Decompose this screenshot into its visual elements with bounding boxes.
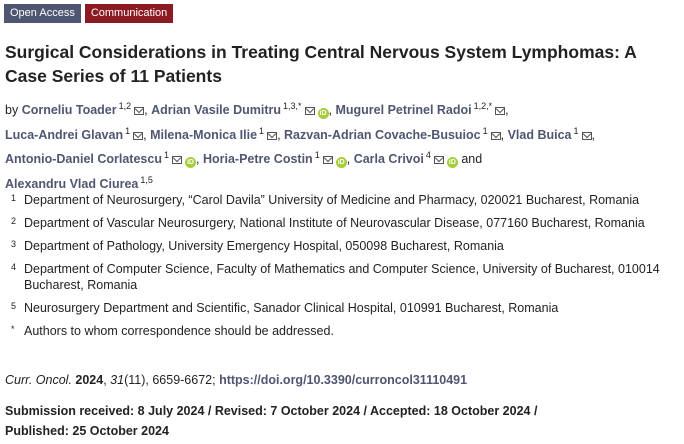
affiliation-text: Department of Computer Science, Faculty of Mathematics and Computer Science, University of Bucharest, 010014 Bucharest, Romania — [24, 262, 660, 292]
mail-icon[interactable] — [134, 107, 144, 115]
mail-icon[interactable] — [582, 132, 592, 140]
mail-icon[interactable] — [434, 156, 444, 164]
author-item: Antonio-Daniel Corlatescu $^1$iD , — [5, 150, 200, 166]
publication-dates — [5, 402, 605, 441]
citation-year: 2024 — [75, 373, 104, 387]
author-link[interactable]: Alexandru Vlad Ciurea — [5, 176, 139, 191]
author-link[interactable]: Adrian Vasile Dumitru — [151, 103, 281, 117]
author-link[interactable]: Horia-Petre Costin — [202, 152, 313, 166]
affiliation-number: 1 — [11, 193, 17, 203]
open-access-badge[interactable]: Open Access — [4, 4, 81, 23]
mail-icon[interactable] — [323, 156, 333, 164]
journal-abbrev: Curr. Oncol. — [5, 373, 72, 387]
author-affiliation-sup: 1,2,* — [473, 101, 493, 111]
affiliation-text: Authors to whom correspondence should be addressed. — [24, 324, 334, 338]
author-affiliation-sup: 1 — [314, 150, 320, 160]
mail-icon[interactable] — [267, 132, 277, 140]
author-item: Milena-Monica Ilie $^1$ , — [150, 125, 281, 142]
affiliation-text: Department of Vascular Neurosurgery, National Institute of Neurovascular Disease, 077160 Bucharest, Romania — [24, 216, 645, 230]
affiliation-item — [11, 300, 681, 316]
author-item: Corneliu Toader $^{1,2}$ , — [21, 101, 148, 117]
affiliation-number: 4 — [11, 262, 17, 272]
mail-icon[interactable] — [491, 132, 501, 140]
author-item: Mugurel Petrinel Radoi $^{1,2,*}$ , — [335, 101, 509, 117]
author-affiliation-sup: 4 — [425, 150, 431, 160]
author-affiliation-sup: 1 — [482, 125, 488, 136]
orcid-icon[interactable]: iD — [319, 110, 327, 117]
article-title: Surgical Considerations in Treating Central Nervous System Lymphomas: A Case Series of 11 Patients — [5, 42, 637, 86]
affiliation-item — [11, 192, 681, 208]
affiliation-item — [11, 323, 681, 339]
citation-pages: , 6659-6672; — [145, 373, 220, 387]
author-item: Adrian Vasile Dumitru $^{1,3,*}$iD , — [151, 101, 332, 117]
affiliation-text: Neurosurgery Department and Scientific, Sanador Clinical Hospital, 010991 Bucharest, Romania — [24, 301, 559, 315]
author-link[interactable]: Carla Crivoi — [353, 152, 424, 166]
dates-line-1: Submission received: 8 July 2024 / Revised: 7 October 2024 / Accepted: 18 October 2024 / — [5, 404, 538, 418]
author-link[interactable]: Razvan-Adrian Covache-Busuioc — [284, 127, 481, 142]
author-link[interactable]: Luca-Andrei Glavan — [5, 127, 124, 142]
mail-icon[interactable] — [172, 156, 182, 164]
by-label: by — [5, 103, 19, 117]
affiliation-list — [11, 192, 681, 346]
citation: Curr. Oncol. 2024, 31(11), 6659-6672; https://doi.org/10.3390/curroncol31110491 — [5, 373, 468, 387]
affiliation-number: * — [11, 324, 15, 334]
and-label: and — [461, 152, 483, 166]
author-link[interactable]: Corneliu Toader — [21, 103, 117, 117]
orcid-icon[interactable]: iD — [337, 159, 345, 166]
doi-link[interactable]: https://doi.org/10.3390/curroncol31110491 — [219, 373, 468, 387]
dates-line-2: Published: 25 October 2024 — [5, 423, 169, 438]
author-item — [354, 152, 458, 166]
author-affiliation-sup: 1 — [573, 125, 579, 136]
orcid-icon[interactable]: iD — [186, 159, 194, 166]
author-affiliation-sup: 1 — [259, 125, 265, 136]
orcid-icon[interactable]: iD — [448, 159, 456, 166]
author-item: Vlad Buica $^1$ , — [507, 125, 596, 142]
affiliation-number: 3 — [11, 239, 17, 249]
author-affiliation-sup: 1,5 — [140, 174, 153, 185]
citation-issue: (11) — [124, 373, 146, 387]
author-link[interactable]: Antonio-Daniel Corlatescu — [5, 152, 162, 166]
author-affiliation-sup: 1,3,* — [283, 101, 302, 111]
mail-icon[interactable] — [133, 132, 143, 140]
affiliation-item — [11, 238, 681, 254]
author-item: Horia-Petre Costin $^1$iD , — [202, 150, 351, 166]
affiliation-item — [11, 261, 681, 293]
mail-icon[interactable] — [305, 107, 315, 115]
affiliation-item — [11, 215, 681, 231]
affiliation-text: Department of Neurosurgery, “Carol Davila” University of Medicine and Pharmacy, 020021 Bucharest, Romania — [24, 193, 640, 207]
author-affiliation-sup: 1,2 — [118, 101, 132, 111]
author-link[interactable]: Vlad Buica — [507, 127, 572, 142]
affiliation-number: 2 — [11, 216, 17, 226]
mail-icon[interactable] — [495, 107, 505, 115]
affiliation-number: 5 — [11, 301, 17, 311]
citation-volume: 31 — [110, 373, 125, 387]
article-badges — [4, 4, 173, 23]
author-item: Razvan-Adrian Covache-Busuioc $^1$ , — [284, 125, 505, 142]
author-list — [5, 96, 680, 194]
author-item: Luca-Andrei Glavan $^1$ , — [5, 125, 147, 142]
author-affiliation-sup: 1 — [163, 150, 169, 160]
author-link[interactable]: Mugurel Petrinel Radoi — [335, 103, 472, 117]
author-item — [5, 174, 153, 191]
article-type-badge[interactable]: Communication — [85, 4, 173, 23]
affiliation-text: Department of Pathology, University Emergency Hospital, 050098 Bucharest, Romania — [24, 239, 504, 253]
author-affiliation-sup: 1 — [125, 125, 131, 136]
author-link[interactable]: Milena-Monica Ilie — [150, 127, 258, 142]
